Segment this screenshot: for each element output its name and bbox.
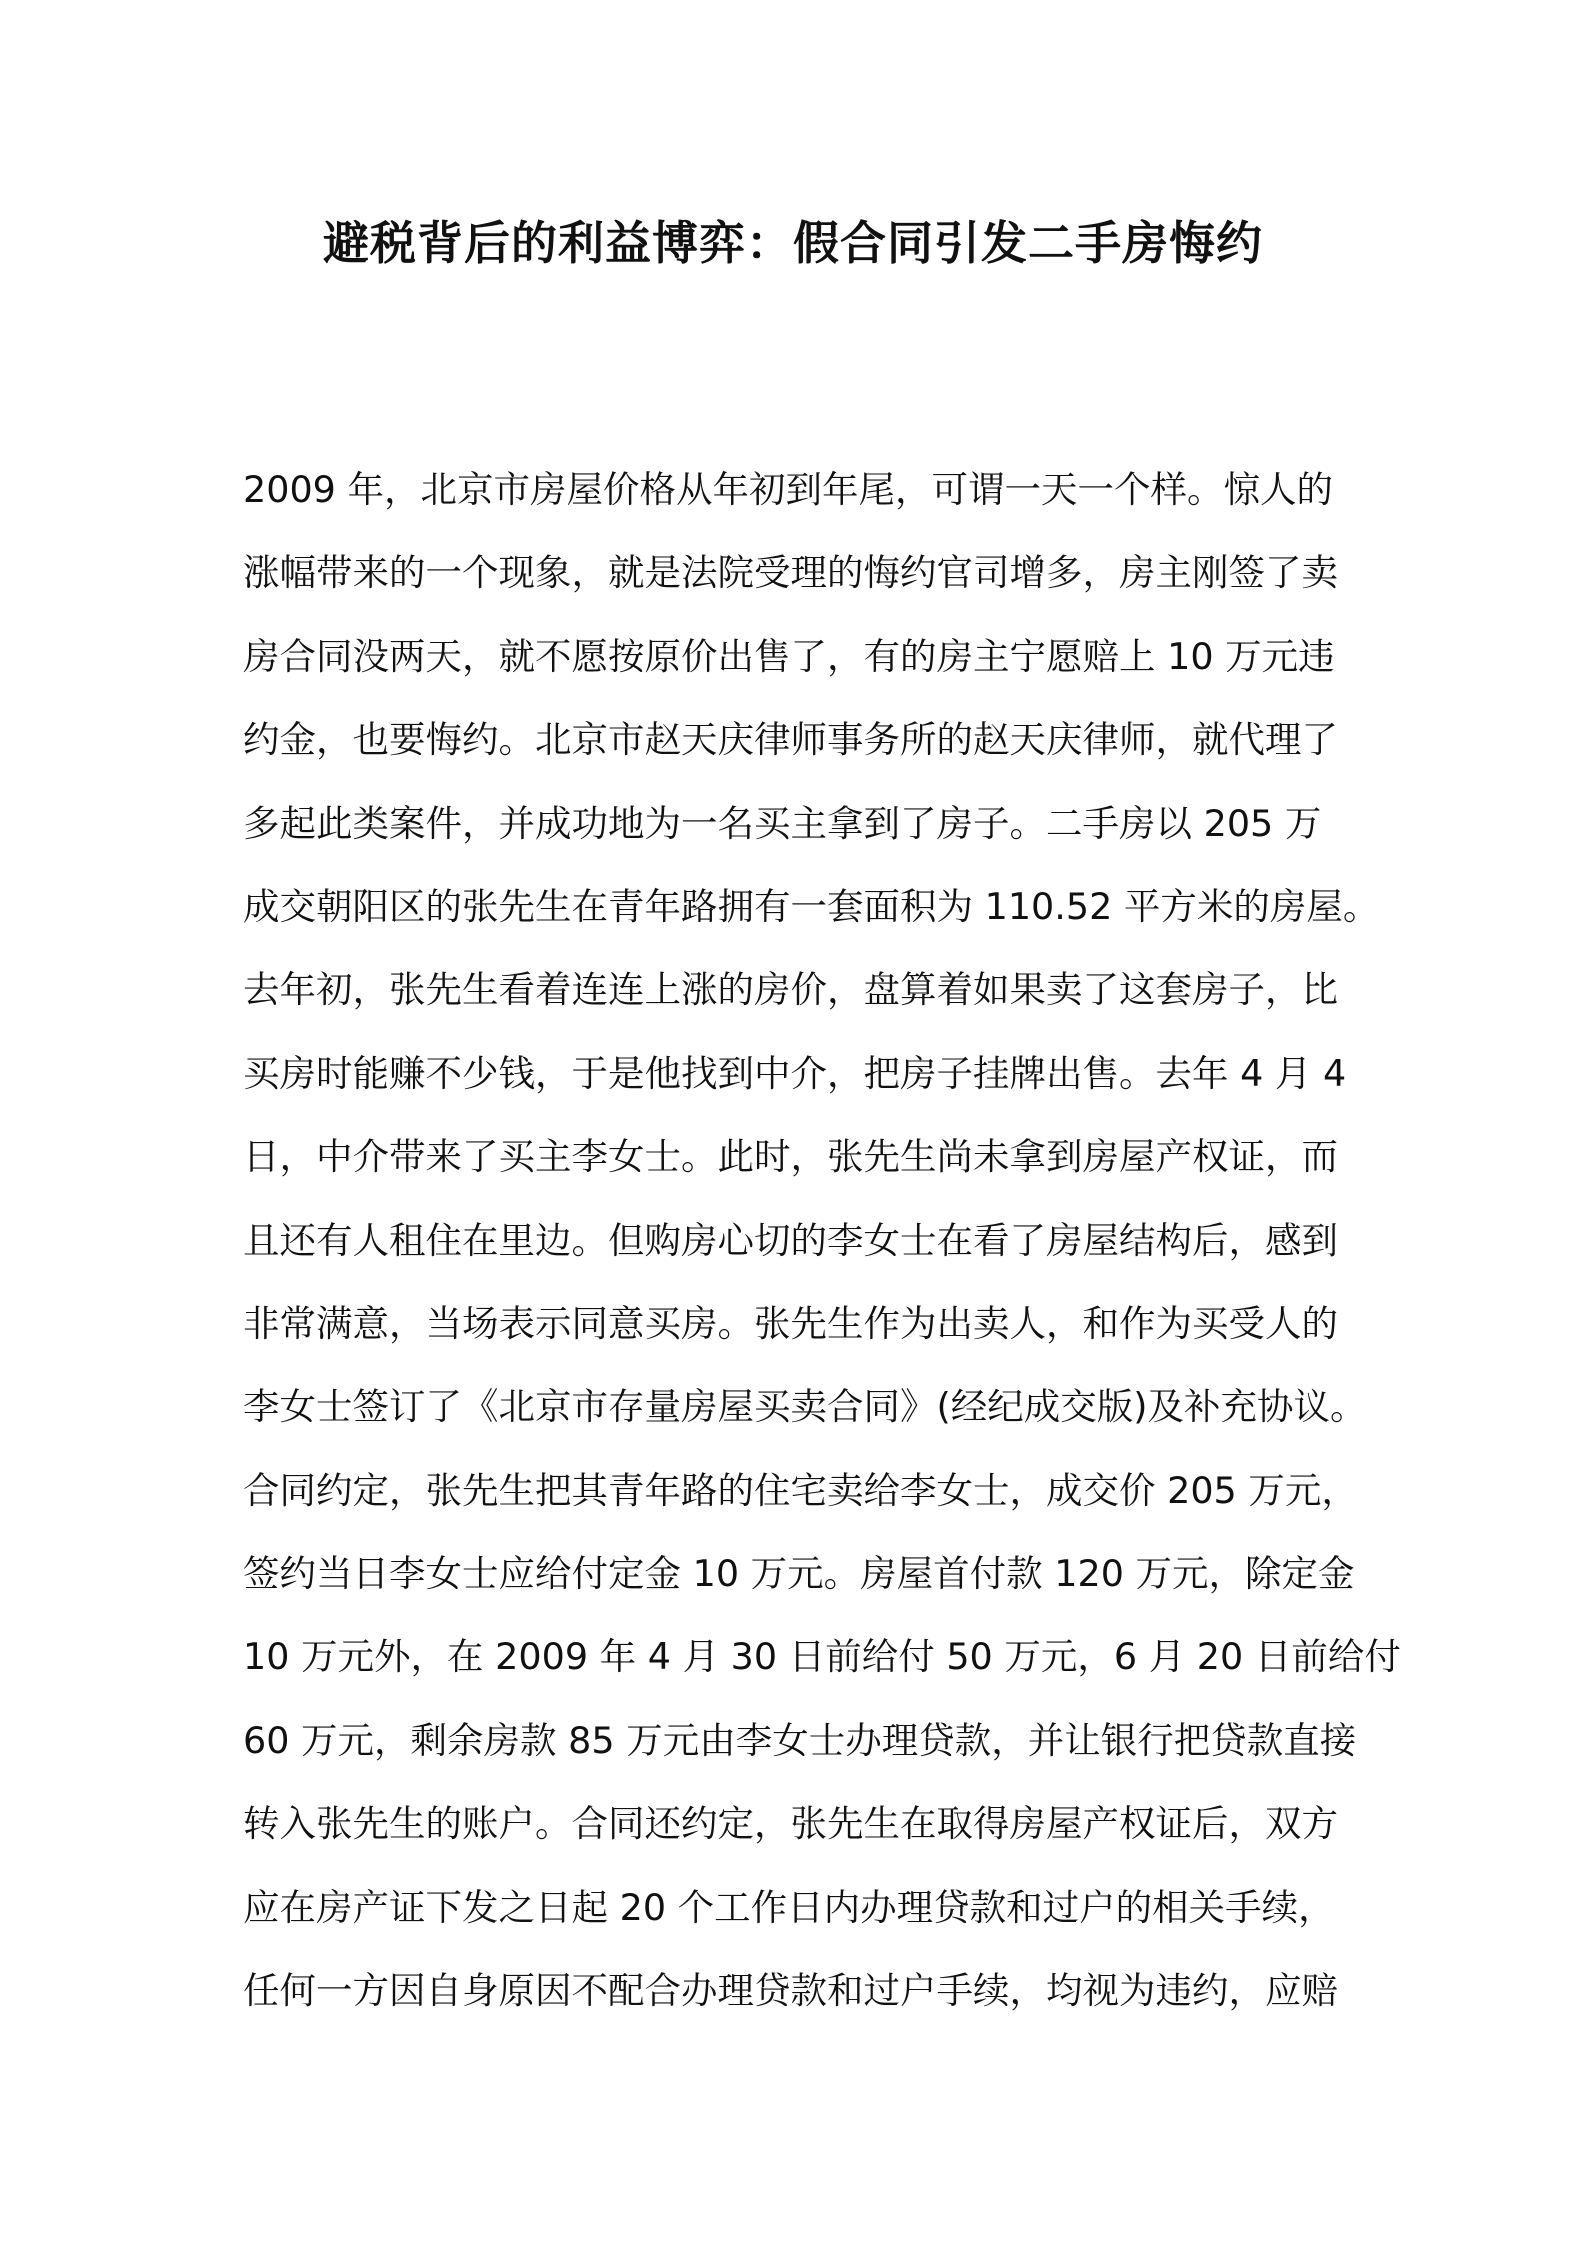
document-title: 避税背后的利益博弈：假合同引发二手房悔约 bbox=[323, 216, 1263, 270]
body-line: 约金，也要悔约。北京市赵天庆律师事务所的赵天庆律师，就代理了 bbox=[243, 718, 1338, 762]
body-line: 10 万元外，在 2009 年 4 月 30 日前给付 50 万元，6 月 20 日前给付 bbox=[243, 1635, 1401, 1679]
body-line: 日，中介带来了买主李女士。此时，张先生尚未拿到房屋产权证，而 bbox=[243, 1135, 1338, 1179]
body-line: 应在房产证下发之日起 20 个工作日内办理贷款和过户的相关手续， bbox=[243, 1885, 1335, 1929]
body-line: 2009 年，北京市房屋价格从年初到年尾，可谓一天一个样。惊人的 bbox=[243, 468, 1333, 511]
body-line: 非常满意，当场表示同意买房。张先生作为出卖人，和作为买受人的 bbox=[243, 1301, 1338, 1345]
body-line: 签约当日李女士应给付定金 10 万元。房屋首付款 120 万元，除定金 bbox=[243, 1552, 1355, 1596]
document-body bbox=[243, 448, 1401, 2032]
body-line: 转入张先生的账户。合同还约定，张先生在取得房屋产权证后，双方 bbox=[243, 1802, 1338, 1846]
body-line: 60 万元，剩余房款 85 万元由李女士办理贷款，并让银行把贷款直接 bbox=[243, 1718, 1357, 1762]
body-line: 李女士签订了《北京市存量房屋买卖合同》(经纪成交版)及补充协议。 bbox=[243, 1385, 1367, 1429]
body-line: 成交朝阳区的张先生在青年路拥有一套面积为 110.52 平方米的房屋。 bbox=[243, 884, 1380, 928]
body-line: 去年初，张先生看着连连上涨的房价，盘算着如果卖了这套房子，比 bbox=[243, 968, 1338, 1012]
body-line: 且还有人租住在里边。但购房心切的李女士在看了房屋结构后，感到 bbox=[243, 1218, 1338, 1262]
body-line: 任何一方因自身原因不配合办理贷款和过户手续，均视为违约，应赔 bbox=[243, 1969, 1338, 2013]
body-line: 房合同没两天，就不愿按原价出售了，有的房主宁愿赔上 10 万元违 bbox=[243, 634, 1335, 678]
body-line: 合同约定，张先生把其青年路的住宅卖给李女士，成交价 205 万元， bbox=[243, 1468, 1358, 1512]
body-line: 涨幅带来的一个现象，就是法院受理的悔约官司增多，房主刚签了卖 bbox=[243, 551, 1338, 595]
body-line: 买房时能赚不少钱，于是他找到中介，把房子挂牌出售。去年 4 月 4 bbox=[243, 1051, 1347, 1095]
body-line: 多起此类案件，并成功地为一名买主拿到了房子。二手房以 205 万 bbox=[243, 801, 1322, 845]
